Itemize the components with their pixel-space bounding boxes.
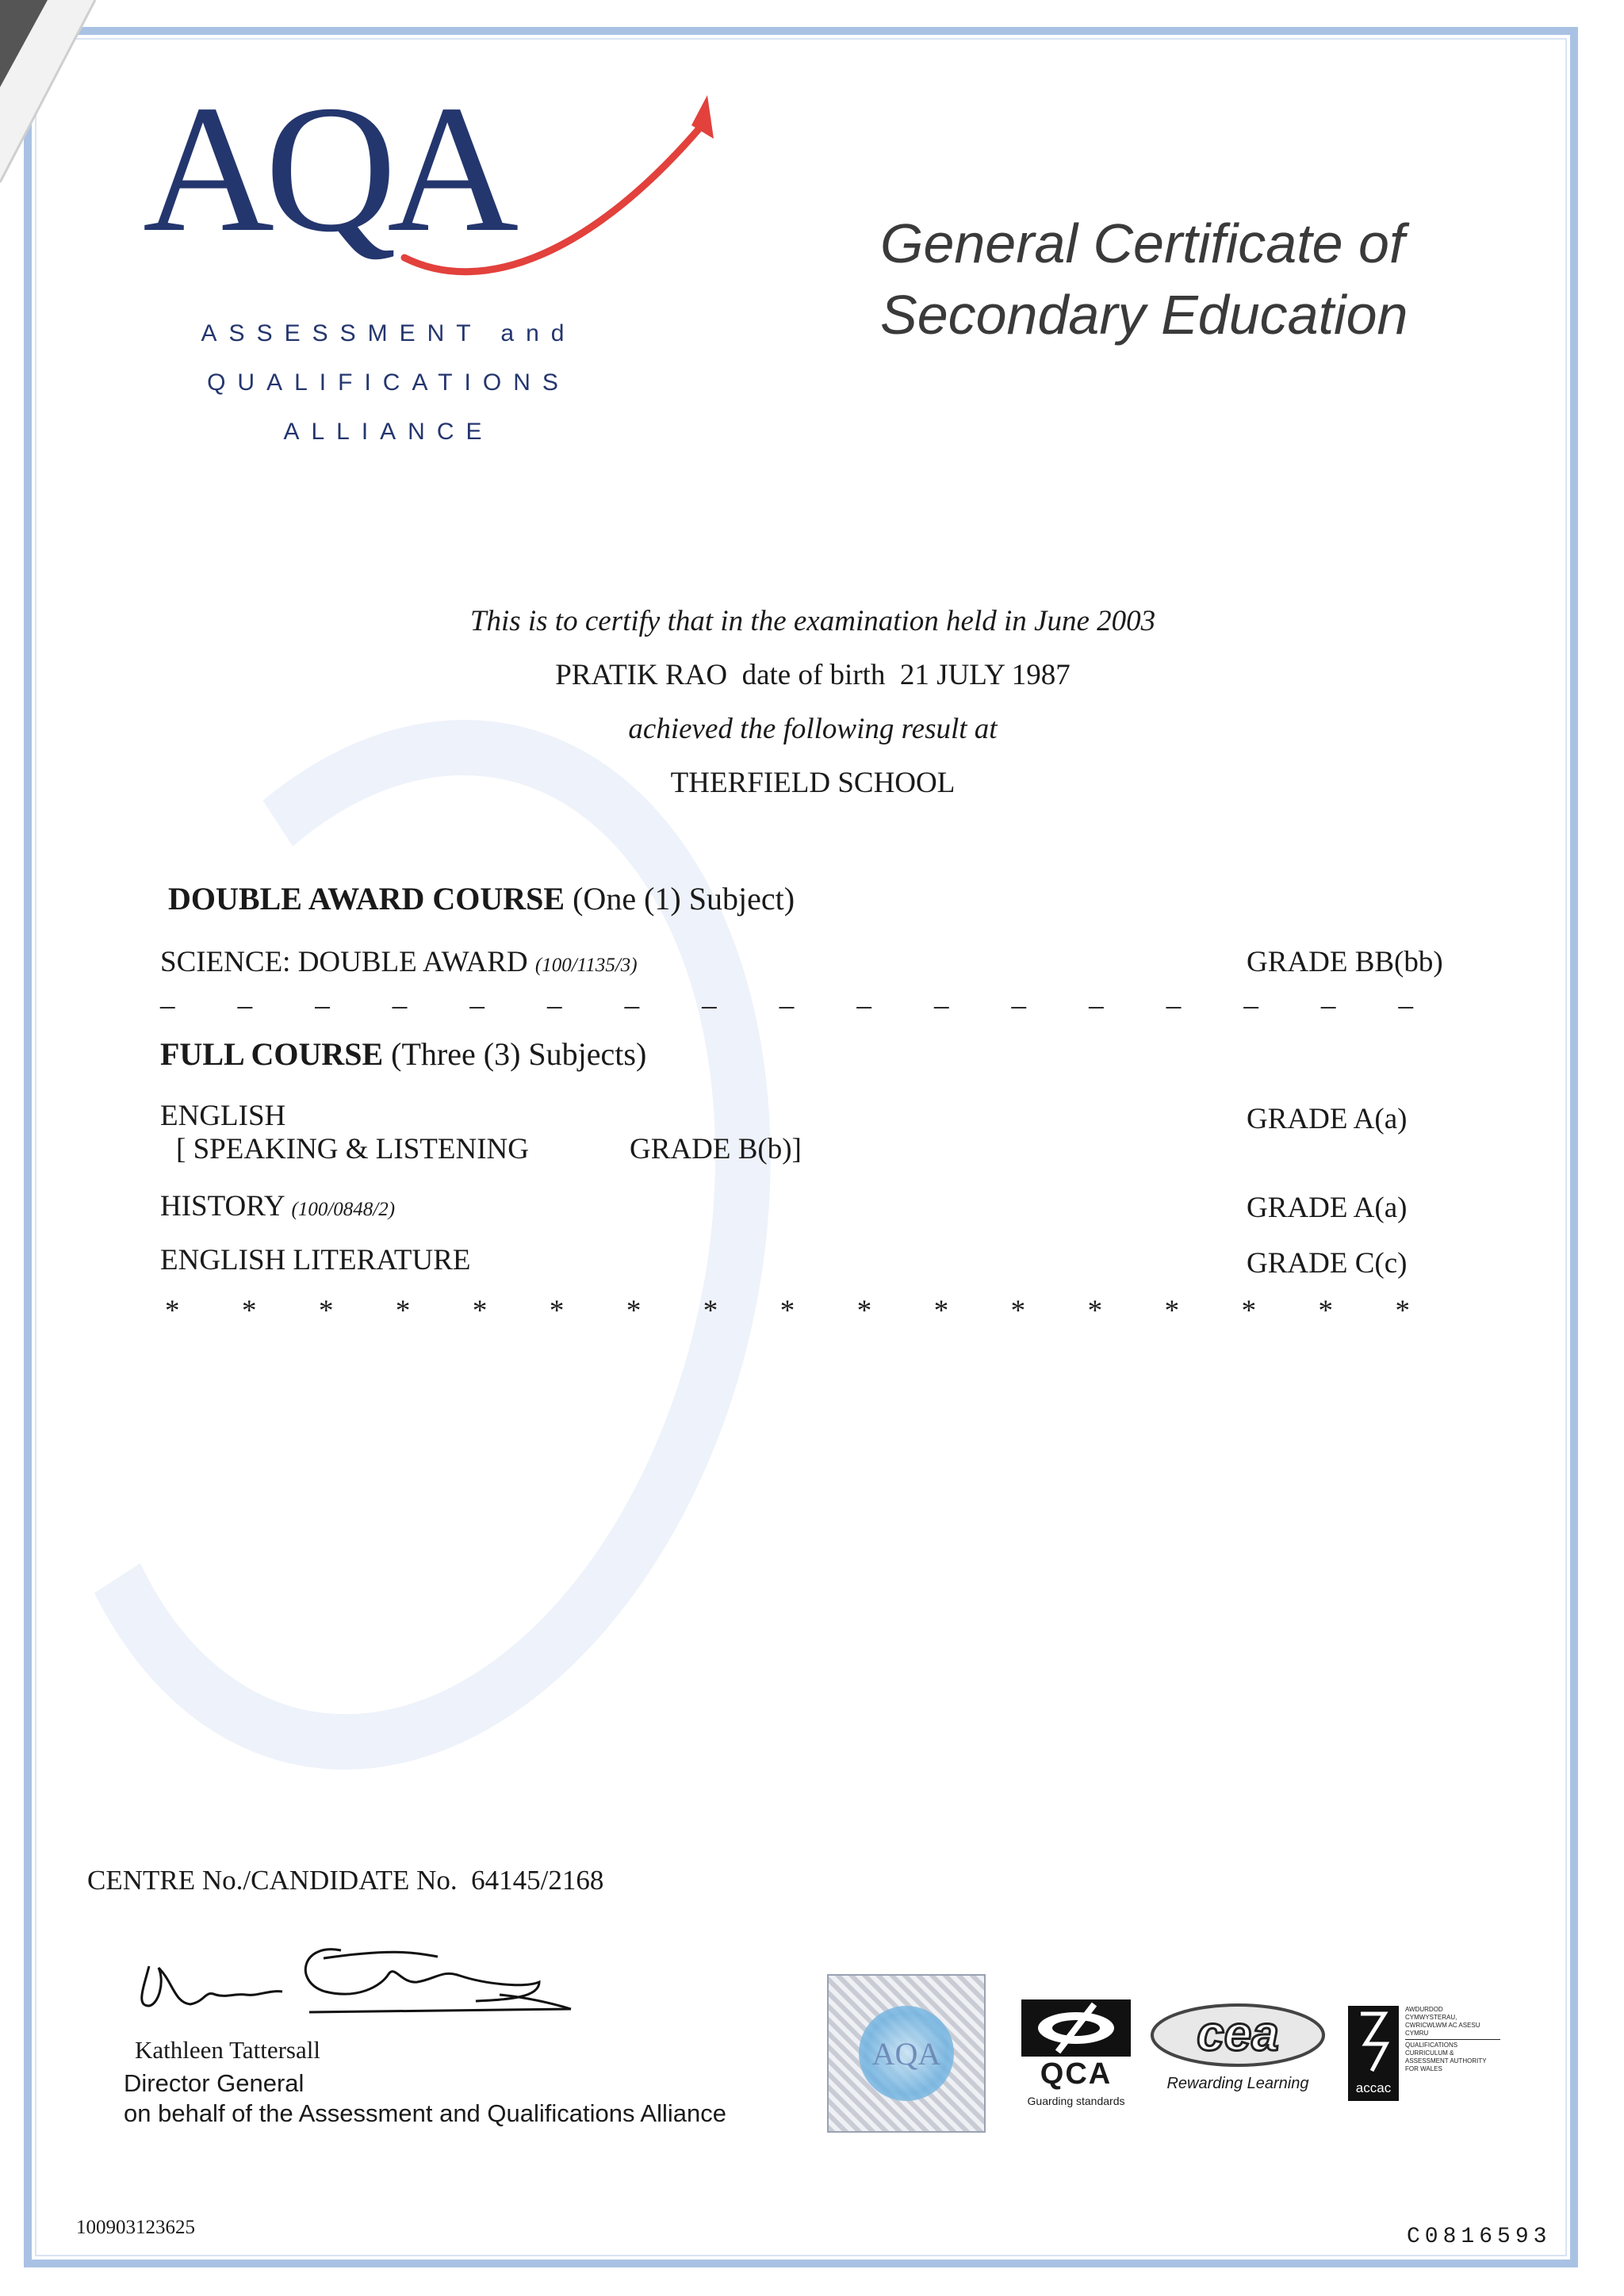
cea-name: cea xyxy=(1197,2007,1279,2061)
grade-science: GRADE BB(bb) xyxy=(1247,946,1443,978)
cea-mark-icon xyxy=(1148,2001,1327,2069)
subject-science xyxy=(160,945,638,979)
aqa-logo xyxy=(143,87,730,309)
footer-left-number: 100903123625 xyxy=(76,2217,195,2238)
double-award-heading-bold: DOUBLE AWARD COURSE xyxy=(168,881,565,916)
subject-science-code: (100/1135/3) xyxy=(534,955,638,976)
accac-logo xyxy=(1348,2006,1497,2101)
signature-image xyxy=(127,1927,587,2038)
candidate-name: PRATIK RAO xyxy=(555,659,728,691)
candidate-line xyxy=(317,658,1308,692)
achieved-statement: achieved the following result at xyxy=(628,713,998,745)
subject-science-name: SCIENCE: DOUBLE AWARD xyxy=(160,946,528,978)
signatory-behalf: on behalf of the Assessment and Qualifications Alliance xyxy=(124,2099,726,2127)
qca-mark-icon xyxy=(1021,1999,1131,2057)
dob-label: date of birth xyxy=(741,659,886,691)
qca-tagline: Guarding standards xyxy=(1027,2095,1125,2107)
grade-history: GRADE A(a) xyxy=(1247,1192,1408,1224)
certificate-title-line1: General Certificate of xyxy=(880,212,1405,274)
star-separator: * * * * * * * * * * * * * * * * * xyxy=(165,1295,1410,1327)
signatory-name: Kathleen Tattersall xyxy=(135,2036,320,2064)
full-course-heading-bold: FULL COURSE xyxy=(160,1036,384,1072)
subject-speaking-listening: [ SPEAKING & LISTENING xyxy=(176,1133,529,1165)
full-course-heading-rest: (Three (3) Subjects) xyxy=(391,1036,647,1072)
centre-candidate-value: 64145/2168 xyxy=(471,1865,604,1896)
dob-value: 21 JULY 1987 xyxy=(899,659,1071,691)
qca-logo xyxy=(1021,1999,1131,2107)
school-name: THERFIELD SCHOOL xyxy=(670,767,956,799)
cea-logo xyxy=(1148,2001,1327,2093)
logo-text-alliance: ALLIANCE xyxy=(283,419,494,445)
footer-serial-number: C0816593 xyxy=(1407,2225,1552,2249)
grade-english: GRADE A(a) xyxy=(1247,1103,1408,1135)
cea-tagline: Rewarding Learning xyxy=(1166,2075,1309,2092)
double-award-heading xyxy=(168,880,795,917)
centre-candidate-label: CENTRE No./CANDIDATE No. xyxy=(87,1865,458,1896)
subject-english-name: ENGLISH xyxy=(160,1100,286,1132)
double-award-heading-rest: (One (1) Subject) xyxy=(573,881,795,916)
aqa-logo-letters: AQA xyxy=(143,87,510,270)
qca-name: QCA xyxy=(1040,2057,1113,2091)
grade-english-literature: GRADE C(c) xyxy=(1247,1247,1408,1280)
subject-english-literature: ENGLISH LITERATURE xyxy=(160,1244,471,1276)
certify-statement: This is to certify that in the examination held in June 2003 xyxy=(469,605,1156,637)
subject-history xyxy=(160,1189,395,1223)
signatory-role: Director General xyxy=(124,2069,304,2097)
full-course-heading xyxy=(160,1035,646,1073)
logo-text-assessment: ASSESSMENT and xyxy=(201,320,576,346)
logo-text-qualifications: QUALIFICATIONS xyxy=(207,369,570,396)
subject-history-name: HISTORY xyxy=(160,1190,285,1223)
certificate-title-line2: Secondary Education xyxy=(880,284,1408,346)
subject-history-code: (100/0848/2) xyxy=(291,1199,396,1220)
accac-descriptor: AWDURDOD CYMWYSTERAU, CWRICWLWM AC ASESU CYMRU QUALIFICATIONS CURRICULUM & ASSESSMENT AUTHORITY FOR WALES xyxy=(1405,2006,1500,2073)
certificate-title xyxy=(880,208,1499,350)
centre-candidate-line xyxy=(87,1865,603,1896)
accac-name: accac xyxy=(1355,2080,1392,2095)
aqa-hologram-seal-text: AQA xyxy=(859,2006,954,2101)
aqa-hologram-seal xyxy=(827,1974,986,2133)
dash-separator: _ _ _ _ _ _ _ _ _ _ _ _ _ _ _ _ _ xyxy=(160,979,1413,1012)
folded-corner-mark xyxy=(0,0,103,190)
grade-speaking-listening: GRADE B(b)] xyxy=(630,1133,802,1165)
